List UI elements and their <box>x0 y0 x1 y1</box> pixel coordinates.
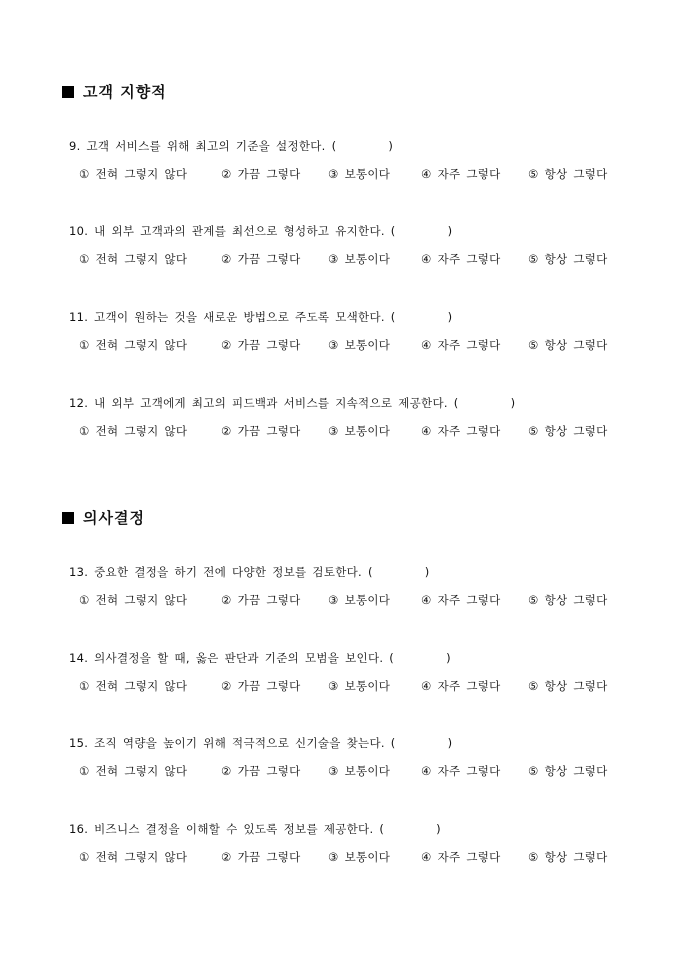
answer-options <box>79 679 659 693</box>
question-text: 13. 중요한 결정을 하기 전에 다양한 정보를 검토한다. ( <box>69 565 373 579</box>
answer-options <box>79 338 659 352</box>
question-10 <box>69 224 659 266</box>
option-never[interactable]: ① 전혀 그렇지 않다 <box>79 167 188 181</box>
option-sometimes[interactable]: ② 가끔 그렇다 <box>221 424 301 438</box>
option-average[interactable]: ③ 보통이다 <box>328 252 391 266</box>
option-always[interactable]: ⑤ 항상 그렇다 <box>528 424 608 438</box>
option-never[interactable]: ① 전혀 그렇지 않다 <box>79 679 188 693</box>
question-close-paren: ) <box>424 565 430 579</box>
option-average[interactable]: ③ 보통이다 <box>328 679 391 693</box>
question-close-paren: ) <box>447 736 453 750</box>
option-always[interactable]: ⑤ 항상 그렇다 <box>528 764 608 778</box>
question-12 <box>69 396 659 438</box>
option-never[interactable]: ① 전혀 그렇지 않다 <box>79 850 188 864</box>
section-header-customer-oriented <box>62 81 167 102</box>
question-close-paren: ) <box>510 396 516 410</box>
option-never[interactable]: ① 전혀 그렇지 않다 <box>79 252 188 266</box>
option-sometimes[interactable]: ② 가끔 그렇다 <box>221 679 301 693</box>
option-sometimes[interactable]: ② 가끔 그렇다 <box>221 850 301 864</box>
square-bullet-icon <box>62 86 74 98</box>
question-9 <box>69 139 659 181</box>
option-sometimes[interactable]: ② 가끔 그렇다 <box>221 593 301 607</box>
question-text: 14. 의사결정을 할 때, 옳은 판단과 기준의 모범을 보인다. ( <box>69 651 395 665</box>
option-often[interactable]: ④ 자주 그렇다 <box>421 338 501 352</box>
question-close-paren: ) <box>447 224 453 238</box>
option-average[interactable]: ③ 보통이다 <box>328 593 391 607</box>
answer-options <box>79 764 659 778</box>
option-often[interactable]: ④ 자주 그렇다 <box>421 252 501 266</box>
question-text: 11. 고객이 원하는 것을 새로운 방법으로 주도록 모색한다. ( <box>69 310 396 324</box>
question-close-paren: ) <box>388 139 394 153</box>
option-never[interactable]: ① 전혀 그렇지 않다 <box>79 424 188 438</box>
answer-options <box>79 252 659 266</box>
option-often[interactable]: ④ 자주 그렇다 <box>421 593 501 607</box>
question-16 <box>69 822 659 864</box>
option-often[interactable]: ④ 자주 그렇다 <box>421 679 501 693</box>
option-average[interactable]: ③ 보통이다 <box>328 850 391 864</box>
section-title: 의사결정 <box>83 509 145 527</box>
question-13 <box>69 565 659 607</box>
answer-options <box>79 593 659 607</box>
option-often[interactable]: ④ 자주 그렇다 <box>421 167 501 181</box>
option-often[interactable]: ④ 자주 그렇다 <box>421 764 501 778</box>
option-always[interactable]: ⑤ 항상 그렇다 <box>528 850 608 864</box>
option-average[interactable]: ③ 보통이다 <box>328 338 391 352</box>
question-text: 15. 조직 역량을 높이기 위해 적극적으로 신기술을 찾는다. ( <box>69 736 396 750</box>
question-11 <box>69 310 659 352</box>
option-sometimes[interactable]: ② 가끔 그렇다 <box>221 252 301 266</box>
option-always[interactable]: ⑤ 항상 그렇다 <box>528 679 608 693</box>
answer-options <box>79 424 659 438</box>
question-text: 9. 고객 서비스를 위해 최고의 기준을 설정한다. ( <box>69 139 337 153</box>
question-text: 10. 내 외부 고객과의 관계를 최선으로 형성하고 유지한다. ( <box>69 224 396 238</box>
option-often[interactable]: ④ 자주 그렇다 <box>421 850 501 864</box>
option-never[interactable]: ① 전혀 그렇지 않다 <box>79 764 188 778</box>
square-bullet-icon <box>62 512 74 524</box>
option-always[interactable]: ⑤ 항상 그렇다 <box>528 593 608 607</box>
option-often[interactable]: ④ 자주 그렇다 <box>421 424 501 438</box>
option-always[interactable]: ⑤ 항상 그렇다 <box>528 167 608 181</box>
option-sometimes[interactable]: ② 가끔 그렇다 <box>221 764 301 778</box>
option-always[interactable]: ⑤ 항상 그렇다 <box>528 252 608 266</box>
option-never[interactable]: ① 전혀 그렇지 않다 <box>79 593 188 607</box>
option-never[interactable]: ① 전혀 그렇지 않다 <box>79 338 188 352</box>
question-15 <box>69 736 659 778</box>
option-sometimes[interactable]: ② 가끔 그렇다 <box>221 167 301 181</box>
question-close-paren: ) <box>436 822 441 836</box>
option-average[interactable]: ③ 보통이다 <box>328 424 391 438</box>
option-sometimes[interactable]: ② 가끔 그렇다 <box>221 338 301 352</box>
question-14 <box>69 651 659 693</box>
option-average[interactable]: ③ 보통이다 <box>328 764 391 778</box>
section-header-decision-making <box>62 507 145 528</box>
question-close-paren: ) <box>446 651 451 665</box>
question-close-paren: ) <box>447 310 453 324</box>
option-always[interactable]: ⑤ 항상 그렇다 <box>528 338 608 352</box>
answer-options <box>79 167 659 181</box>
section-title: 고객 지향적 <box>83 83 167 101</box>
answer-options <box>79 850 659 864</box>
question-text: 16. 비즈니스 결정을 이해할 수 있도록 정보를 제공한다. ( <box>69 822 385 836</box>
question-text: 12. 내 외부 고객에게 최고의 피드백과 서비스를 지속적으로 제공한다. ( <box>69 396 459 410</box>
option-average[interactable]: ③ 보통이다 <box>328 167 391 181</box>
